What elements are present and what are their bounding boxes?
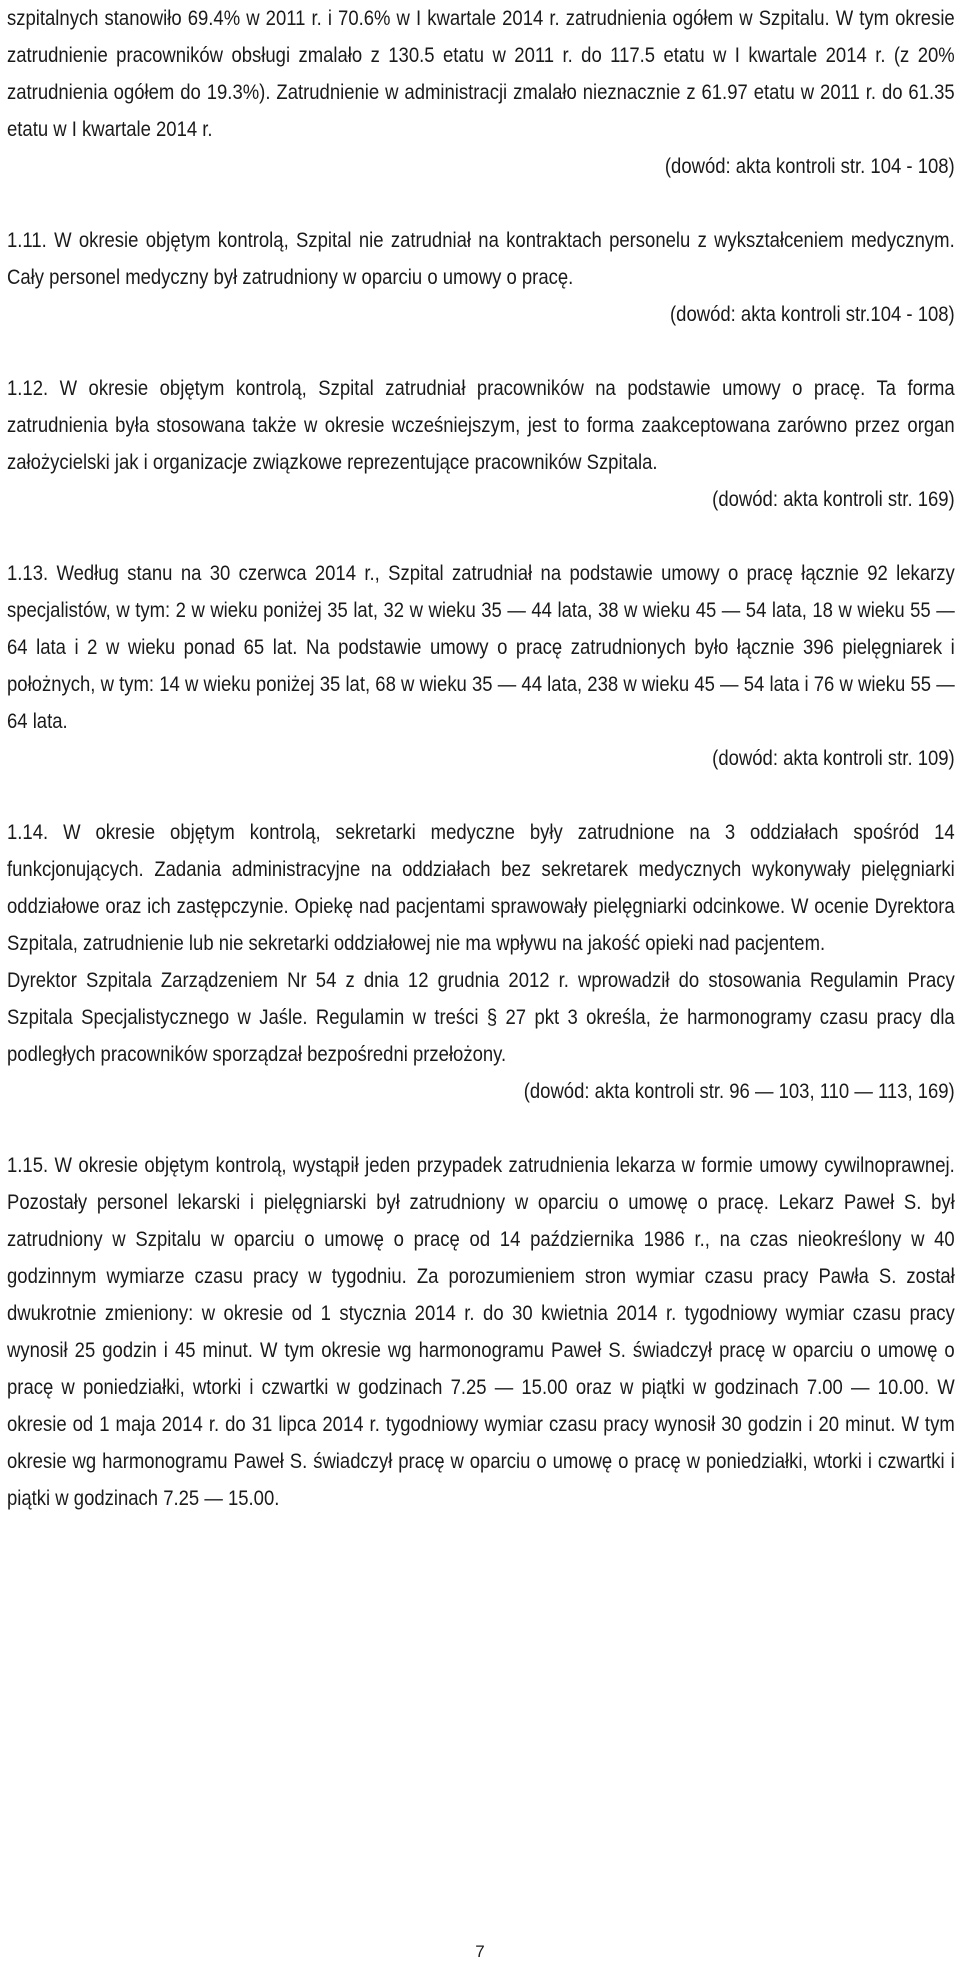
- section-paragraph: Dyrektor Szpitala Zarządzeniem Nr 54 z dnia 12 grudnia 2012 r. wprowadził do stosowania Regulamin Pracy Szpitala Specjalistycznego w Jaśle. Regulamin w treści § 27 pkt 3 określa, że harmonogramy czasu pracy dla podległych pracowników sporządzał bezpośredni przełożony.: [7, 968, 955, 1066]
- section-paragraph: 1.13. Według stanu na 30 czerwca 2014 r., Szpital zatrudniał na podstawie umowy o pracę łącznie 92 lekarzy specjalistów, w tym: 2 w wieku poniżej 35 lat, 32 w wieku 35 — 44 lata, 38 w wieku 45 — 54 lata, 18 w wieku 55 — 64 lata i 2 w wieku ponad 65 lat. Na podstawie umowy o pracę zatrudnionych było łącznie 396 pielęgniarek i położnych, w tym: 14 w wieku poniżej 35 lat, 68 w wieku 35 — 44 lata, 238 w wieku 45 — 54 lata i 76 w wieku 55 — 64 lata.: [7, 561, 955, 733]
- section-1-13: [7, 555, 955, 777]
- section-paragraph: 1.14. W okresie objętym kontrolą, sekretarki medyczne były zatrudnione na 3 oddziałach spośród 14 funkcjonujących. Zadania administracyjne na oddziałach bez sekretarek medycznych wykonywały pielęgniarki oddziałowe oraz ich zastępczynie. Opiekę nad pacjentami sprawowały pielęgniarki odcinkowe. W ocenie Dyrektora Szpitala, zatrudnienie lub nie sekretarki oddziałowej nie ma wpływu na jakość opieki nad pacjentem.: [7, 820, 955, 955]
- page-number: 7: [475, 1942, 485, 1961]
- section-1-14: [7, 814, 955, 1110]
- evidence-citation: (dowód: akta kontroli str. 104 - 108): [664, 154, 955, 178]
- evidence-citation: (dowód: akta kontroli str. 109): [712, 746, 955, 770]
- intro-paragraph: szpitalnych stanowiło 69.4% w 2011 r. i 70.6% w I kwartale 2014 r. zatrudnienia ogółem w Szpitalu. W tym okresie zatrudnienie pracowników obsługi zmalało z 130.5 etatu w 2011 r. do 117.5 etatu w I kwartale 2014 r. (z 20% zatrudnienia ogółem do 19.3%). Zatrudnienie w administracji zmalało nieznacznie z 61.97 etatu w 2011 r. do 61.35 etatu w I kwartale 2014 r.: [7, 6, 955, 141]
- section-1-12: [7, 370, 955, 518]
- section-paragraph: 1.11. W okresie objętym kontrolą, Szpital nie zatrudniał na kontraktach personelu z wykształceniem medycznym. Cały personel medyczny był zatrudniony w oparciu o umowy o pracę.: [7, 228, 955, 289]
- section-1-11: [7, 222, 955, 333]
- document-body: [7, 0, 955, 1517]
- section-paragraph: 1.12. W okresie objętym kontrolą, Szpital zatrudniał pracowników na podstawie umowy o pracę. Ta forma zatrudnienia była stosowana także w okresie wcześniejszym, jest to forma zaakceptowana zarówno przez organ założycielski jak i organizacje związkowe reprezentujące pracowników Szpitala.: [7, 376, 955, 474]
- evidence-citation: (dowód: akta kontroli str. 169): [712, 487, 955, 511]
- evidence-citation: (dowód: akta kontroli str.104 - 108): [670, 302, 955, 326]
- section-1-15: [7, 1147, 955, 1517]
- section-paragraph: 1.15. W okresie objętym kontrolą, wystąpił jeden przypadek zatrudnienia lekarza w formie umowy cywilnoprawnej. Pozostały personel lekarski i pielęgniarski był zatrudniony w oparciu o umowę o pracę. Lekarz Paweł S. był zatrudniony w Szpitalu w oparciu o umowę o pracę od 14 października 1986 r., na czas nieokreślony w 40 godzinnym wymiarze czasu pracy w tygodniu. Za porozumieniem stron wymiar czasu pracy Pawła S. został dwukrotnie zmieniony: w okresie od 1 stycznia 2014 r. do 30 kwietnia 2014 r. tygodniowy wymiar czasu pracy wynosił 25 godzin i 45 minut. W tym okresie wg harmonogramu Paweł S. świadczył pracę w oparciu o umowę o pracę w poniedziałki, wtorki i czwartki w godzinach 7.25 — 15.00 oraz w piątki w godzinach 7.00 — 10.00. W okresie od 1 maja 2014 r. do 31 lipca 2014 r. tygodniowy wymiar czasu pracy wynosił 30 godzin i 20 minut. W tym okresie wg harmonogramu Paweł S. świadczył pracę w oparciu o umowę o pracę w poniedziałki, wtorki i czwartki i piątki w godzinach 7.25 — 15.00.: [7, 1153, 955, 1510]
- evidence-citation: (dowód: akta kontroli str. 96 — 103, 110 — 113, 169): [523, 1079, 955, 1103]
